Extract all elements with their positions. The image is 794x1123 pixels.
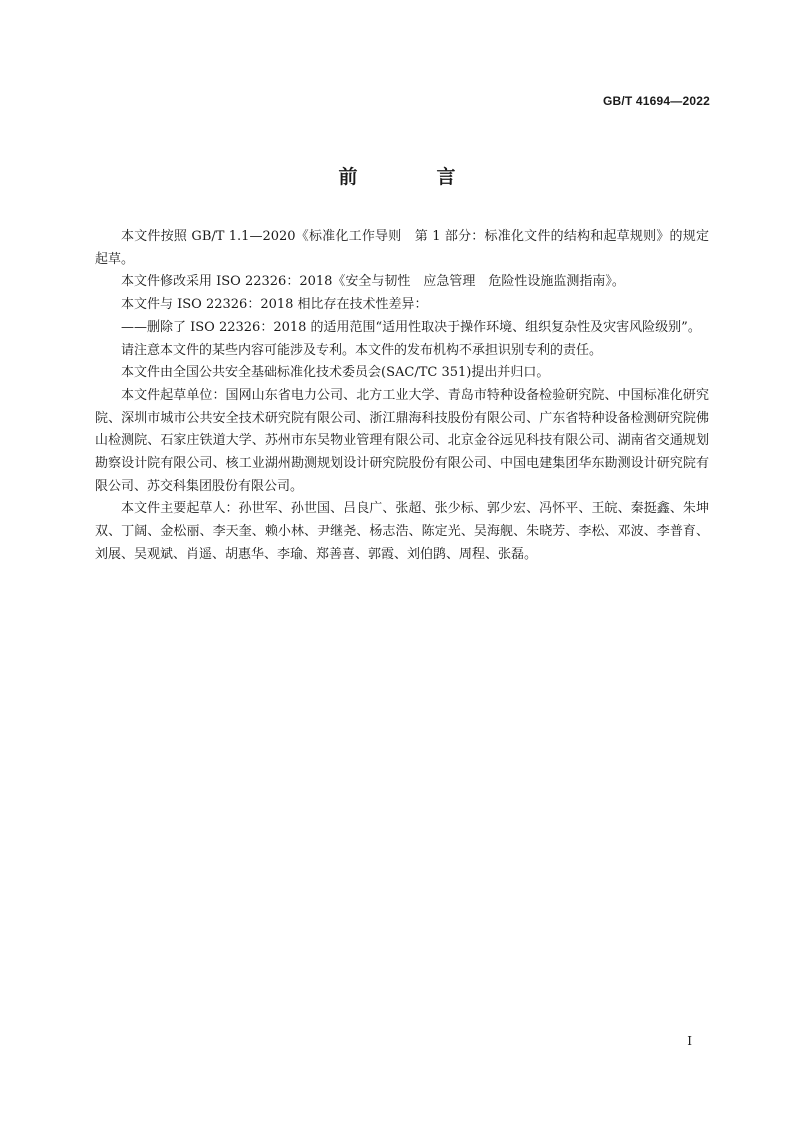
paragraph-drafters: 本文件主要起草人：孙世军、孙世国、吕良广、张超、张少标、郭少宏、冯怀平、王皖、秦挺鑫、朱坤双、丁阔、金松丽、李天奎、赖小林、尹继尧、杨志浩、陈定光、吴海舰、朱晓芳、李松、邓波、李普育、刘展、吴观斌、肖遥、胡惠华、李瑜、郑善喜、郭霞、刘伯鹍、周程、张磊。: [95, 501, 709, 562]
paragraph-drafting-units: 本文件起草单位：国网山东省电力公司、北方工业大学、青岛市特种设备检验研究院、中国标准化研究院、深圳市城市公共安全技术研究院有限公司、浙江鼎海科技股份有限公司、广东省特种设备检测研究院佛山检测院、石家庄铁道大学、苏州市东吴物业管理有限公司、北京金谷远见科技有限公司、湖南省交通规划勘察设计院有限公司、核工业湖州勘测规划设计研究院股份有限公司、中国电建集团华东勘测设计研究院有限公司、苏交科集团股份有限公司。: [95, 387, 709, 494]
paragraph-patent-notice: 请注意本文件的某些内容可能涉及专利。本文件的发布机构不承担识别专利的责任。: [121, 342, 603, 358]
document-body: [95, 226, 709, 567]
paragraph-proposer: 本文件由全国公共安全基础标准化技术委员会(SAC/TC 351)提出并归口。: [121, 365, 550, 381]
paragraph-drafting-rules: 本文件按照 GB/T 1.1—2020《标准化工作导则 第 1 部分：标准化文件的结构和起草规则》的规定起草。: [95, 229, 709, 267]
standard-code: GB/T 41694—2022: [602, 94, 710, 108]
paragraph-differences-intro: 本文件与 ISO 22326：2018 相比存在技术性差异：: [121, 297, 428, 313]
paragraph-difference-item: ——删除了 ISO 22326：2018 的适用范围“适用性取决于操作环境、组织复杂性及灾害风险级别”。: [121, 319, 701, 335]
paragraph-adoption: 本文件修改采用 ISO 22326：2018《安全与韧性 应急管理 危险性设施监测指南》。: [121, 274, 625, 290]
page-number: I: [687, 1034, 692, 1048]
page-title: 前 言: [338, 166, 486, 188]
